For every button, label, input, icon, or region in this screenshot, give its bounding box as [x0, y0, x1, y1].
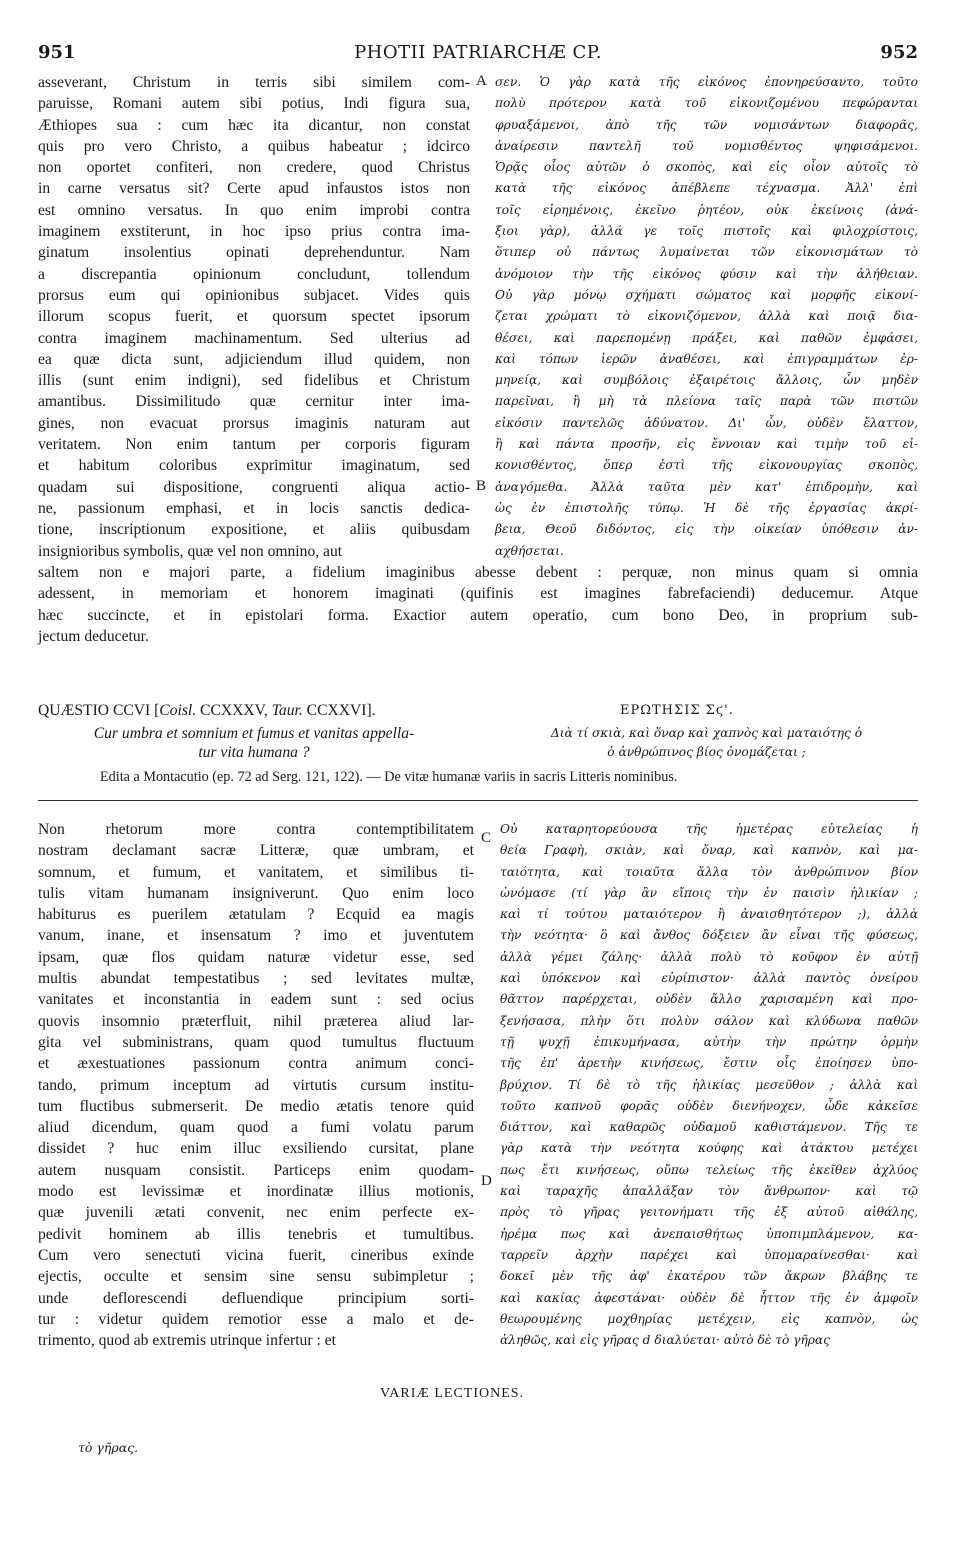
latin-line: imaginem exstiterunt, in hoc ipso prius contra ima-: [38, 223, 470, 241]
latin-line: illorum scopus fuerit, et quorsum spectet ipsorum: [38, 308, 470, 326]
margin-marker-a: A: [476, 73, 487, 89]
greek-line: καὶ ὑπόκενον καὶ εὐρίπιστον· ἀλλὰ παντὸς ὀνείρου: [500, 971, 918, 986]
latin-line: et æxestuationes passionum contra animum conci-: [38, 1055, 474, 1073]
latin-line: veritatem. Non enim tantum per corporis figuram: [38, 436, 470, 454]
latin-line: unde deflorescendi defluendique principium sorti-: [38, 1289, 474, 1307]
greek-line: πρὸς τὸ γῆρας γειτονήματι τῆς ἐξ αὐτοῦ αἰθάλης,: [500, 1205, 918, 1220]
greek-line: ζεται χρώματι τὸ εἰκονιζόμενον, ἀλλὰ καὶ ποιᾷ δια-: [495, 309, 918, 324]
greek-line: θᾶττον παρέρχεται, οὐδὲν ἄλλο χαρισαμένη καὶ προ-: [500, 992, 918, 1007]
greek-line: τῆς ἐπ' ἀρετὴν κινήσεως, ἔστιν οἷς ἐποίησεν ὑπο-: [500, 1056, 918, 1071]
latin-line: tur : videtur quidem remotior esse a malo et de-: [38, 1310, 474, 1328]
latin-line: vanum, inane, et insensatum ? imo et juventutem: [38, 927, 474, 945]
divider: [38, 800, 918, 801]
greek-question-title: ΕΡΩΤΗΣΙΣ Σϛ'.: [620, 703, 734, 718]
greek-line: ἠρέμα πως καὶ ἀνεπαισθήτως ὑποπιμπλάμενον, κα-: [500, 1226, 918, 1241]
greek-line: εἰκόσιν παντελῶς ἀδύνατον. Δι' ὧν, οὐδὲν ἔλαττον,: [495, 415, 918, 430]
greek-line: ἀναίρεσιν παντελῆ τοῦ νομισθέντος ψηφισάμενοι.: [495, 138, 918, 153]
greek-line: δοκεῖ μὲν τῆς ἀφ' ἑκατέρου τῶν ἄκρων βλάβης τε: [500, 1269, 918, 1284]
text-line: saltem non e majori parte, a fidelium imaginibus abesse debent : perquæ, non minus quam si omnia: [38, 564, 918, 581]
latin-line: quis pro vero Christo, a quibus habeatur ; idcirco: [38, 137, 470, 155]
greek-line: ὠνόμασε (τί γὰρ ἂν εἴποις τὴν ἐν παισὶν ἡλικίαν ;: [500, 885, 918, 900]
running-title: PHOTII PATRIARCHÆ CP.: [354, 42, 602, 63]
latin-line: pedivit hominem ab illis tenebris et tumultibus.: [38, 1225, 474, 1243]
greek-line: κατὰ τῆς εἰκόνος ἀπέβλεπε τέχνασμα. Ἀλλ' ἐπὶ: [495, 181, 918, 196]
latin-line: habiturus es puerilem ætatulam ? Ecquid ea magis: [38, 906, 474, 924]
greek-line: ξιοι γὰρ), ἀλλά γε τοῖς πιστοῖς καὶ φιλοχρίστοις,: [495, 224, 918, 239]
top-latin-column: [38, 72, 470, 562]
text-line: adessent, in memoriam et honorem imaginati (quifinis est imagines fabrefaciendi) deducemur. Atque: [38, 585, 918, 603]
page-number-right: 952: [880, 42, 918, 63]
greek-line: πως ἔτι κινήσεως, οὔπω τελείως τῆς ἐκεῖθεν ἀχλύος: [500, 1162, 918, 1177]
latin-line: in carne versatus sit? Certe apud infaustos istos non: [38, 180, 470, 198]
greek-line: διάττον, καὶ καθαρῶς οὐδαμοῦ καθιστάμενον. Τῆς τε: [500, 1120, 918, 1135]
greek-line: ταιότητα, καὶ τοιαῦτα ἄλλα τὸν ἀνθρώπινον βίον: [500, 864, 918, 879]
greek-line: ἢ καὶ πάντα προσῆν, εἰς ἔννοιαν καὶ τιμὴν τοῦ εἰ-: [495, 437, 918, 452]
page-header: [38, 42, 918, 66]
greek-line: βεια, Θεοῦ διδόντος, εἰς τὴν οἰκείαν ὑπόθεσιν ἀν-: [495, 522, 918, 537]
greek-line: ὅτιπερ οὐ πάντως λυμαίνεται τῶν εἰκονισμάτων τὸ: [495, 245, 918, 260]
latin-line: somnum, et fumum, et vanitatem, et similibus ti-: [38, 863, 474, 881]
greek-line: ἀληθῶς, καὶ εἰς γῆρας d διαλύεται· αὐτὸ δὲ τὸ γῆρας: [500, 1333, 830, 1348]
greek-line: τῇ ψυχῇ ἐπικυμήνασα, αὐτὴν τὴν πρώτην ὁρμὴν: [500, 1034, 918, 1049]
latin-line: quadam sui dispositione, congruenti aliqua actio-: [38, 478, 470, 496]
latin-line: multis abundat tempestatibus ; sed levitates multæ,: [38, 970, 474, 988]
latin-line: dissidet ? huc enim illuc exsiliendo cursitat, plane: [38, 1140, 474, 1158]
latin-line: Cum vero senectuti vicina fuerit, cineribus exinde: [38, 1246, 474, 1264]
text-line: jectum deducetur.: [38, 627, 149, 645]
latin-line: prorsus eum qui opinionibus subjacet. Vides quis: [38, 286, 470, 304]
greek-line: ταρρεῖν ἀρχὴν παρέχει καὶ ὑπομαραίνεσθαι· καὶ: [500, 1247, 918, 1262]
edition-note: Edita a Montacutio (ep. 72 ad Serg. 121, 122). — De vitæ humanæ variis in sacris Litteris nominibus.: [100, 769, 678, 785]
latin-line: vanitates et inconstantia in eadem sunt : sed ocius: [38, 991, 474, 1009]
latin-line: illis (sunt enim indigni), sed fidelibus et Christum: [38, 372, 470, 390]
latin-line: contra imaginem machinamentum. Sed ulterius ad: [38, 329, 470, 347]
greek-line: κονισθέντος, ὅπερ ἐστὶ τῆς εἰκονουργίας σκοπὸς,: [495, 458, 918, 473]
greek-line: θεωρουμένης μοχθηρίας μετέχειν, εἰς καπνὸν, ὡς: [500, 1311, 918, 1326]
latin-line: ipsam, quæ flos quidam naturæ videtur esse, sed: [38, 948, 474, 966]
greek-line: Οὐ γὰρ μόνῳ σχήματι σώματος καὶ μορφῆς εἰκονί-: [495, 287, 918, 302]
question-title: QUÆSTIO CCVI [Coisl. CCXXXV, Taur. CCXXVI].: [38, 702, 376, 719]
latin-line: ginatum insolentius opinati deprehenduntur. Nam: [38, 244, 470, 262]
greek-line: γὰρ κατὰ τὴν νεότητα κούφης καὶ ἀτάκτου μετέχει: [500, 1141, 918, 1156]
greek-line: καὶ τί τούτου ματαιότερον ἢ ἀναισθητότερον ;), ἀλλὰ: [500, 907, 918, 922]
greek-line: βρύχιον. Τί δὲ τὸ τῆς ἡλικίας μεσεῦθον ; ἀλλὰ καὶ: [500, 1077, 918, 1092]
latin-line: tum fluctibus submerserit. De medio ætatis tenore quid: [38, 1097, 474, 1115]
margin-marker-b: B: [476, 478, 487, 494]
greek-line: ἀνόμοιον τὴν τῆς εἰκόνος φύσιν καὶ τὴν ἀλήθειαν.: [495, 266, 918, 281]
latin-line: non oportet confiteri, non credere, quod Christus: [38, 159, 470, 177]
greek-line: τὴν νεότητα· ὃ καὶ ἄνθος δόξειεν ἂν εἶναι τῆς φύσεως,: [500, 928, 918, 943]
question-subtitle-latin: Cur umbra et somnium et fumus et vanitas appella- tur vita humana ?: [93, 725, 415, 761]
latin-line: et habitum coloribus exprimitur imaginatum, sed: [38, 457, 470, 475]
bottom-latin-column: [38, 819, 474, 1351]
greek-line: αχθήσεται.: [495, 543, 564, 558]
latin-line: gita vel subministrans, quam quod tumultus fluctuum: [38, 1033, 474, 1051]
latin-line: modo est levissimæ et inordinatæ illius motionis,: [38, 1183, 474, 1201]
greek-line: τοῦτο καπνοῦ φορᾶς οὐδὲν διενήνοχεν, ὧδε κἀκεῖσε: [500, 1098, 918, 1113]
latin-line: quovis insomnio præterfluit, nihil præterea aliud lar-: [38, 1012, 474, 1030]
latin-line: tulis vitam humanam insigniverunt. Quo enim loco: [38, 884, 474, 902]
greek-line: καὶ τόπων ἱερῶν ἀναθέσει, καὶ ἐπιγραμμάτων ἐρ-: [495, 351, 918, 366]
latin-line: nostram declamant sacræ Litteræ, quæ umbram, et: [38, 842, 474, 860]
latin-line: tando, primum inceptum ad virtutis cursum institu-: [38, 1076, 474, 1094]
greek-line: καὶ κακίας ἀφεστάναι· οὐδὲν δὲ ἧττον τῆς ἐν ἀμφοῖν: [500, 1290, 918, 1305]
footnote: τὸ γῆρας.: [78, 1440, 139, 1455]
latin-line: Æthiopes sua : cum hæc ita dicantur, non constat: [38, 116, 470, 134]
latin-line: autem nusquam consistit. Particeps enim quodam-: [38, 1161, 474, 1179]
variae-lectiones-heading: VARIÆ LECTIONES.: [380, 1386, 525, 1401]
margin-marker-c: C: [481, 830, 492, 846]
latin-line: amantibus. Dissimilitudo quæ cernitur inter ima-: [38, 393, 470, 411]
greek-line: καὶ ταραχῆς ἀπαλλάξαν τὸν ἄνθρωπον· καὶ τῷ: [500, 1184, 918, 1199]
greek-line: μηνείᾳ, καὶ συμβόλοις ἐξαιρέτοις ἄλλοις, ὧν μηδὲν: [495, 373, 918, 388]
greek-line: ξενήσασα, πλὴν ὅτι πολὺν σάλον καὶ κλύδωνα παθῶν: [500, 1013, 918, 1028]
greek-line: τοῖς εἰρημένοις, ἐκεῖνο ῥητέον, οὐκ ἐκείνοις (ἀνά-: [495, 202, 918, 217]
latin-line: paruisse, Romani autem sibi potius, Indi figura sua,: [38, 95, 470, 113]
greek-line: Οὐ καταρητορεύουσα τῆς ἡμετέρας εὐτελείας ἡ: [500, 822, 918, 836]
latin-line: gines, non evacuat prorsus imaginis naturam aut: [38, 414, 470, 432]
full-width-text: [38, 562, 918, 647]
latin-line: ne, passionum emphasi, et in locis sanctis dedica-: [38, 499, 470, 517]
greek-line: ὡς ἐν ἐπιστολῆς τύπῳ. Ἡ δὲ τῆς ἐργασίας ἀκρί-: [495, 500, 918, 515]
latin-line: quæ juvenili ætati convenit, nec enim perfecte ex-: [38, 1204, 474, 1222]
greek-line: Ὁρᾷς οἷος αὐτῶν ὁ σκοπὸς, καὶ εἰς οἷον αὐτοῖς τὸ: [495, 160, 918, 175]
greek-line: φρυαξάμενοι, ἀπὸ τῆς τῶν νομισάντων διαφορᾶς,: [495, 117, 918, 132]
greek-line: πολὺ πρότερον κατὰ τοῦ εἰκονιζομένου πεφώρανται: [495, 96, 918, 111]
greek-line: ἀναγόμεθα. Ἀλλὰ ταῦτα μὲν κατ' ἐπιδρομὴν, καὶ: [495, 479, 918, 494]
latin-line: asseverant, Christum in terris sibi similem com-: [38, 74, 470, 91]
top-greek-column: [495, 72, 918, 562]
greek-line: σεν. Ὁ γὰρ κατὰ τῆς εἰκόνος ἐπονηρεύσαντο, τοῦτο: [495, 75, 918, 89]
greek-line: θεία Γραφὴ, σκιὰν, καὶ ὄναρ, καὶ καπνὸν, καὶ μα-: [500, 843, 918, 858]
latin-line: Non rhetorum more contra contemptibilitatem: [38, 821, 474, 838]
bottom-greek-column: [500, 819, 918, 1351]
latin-line: tione, inscriptionum expositione, et aliis quibusdam: [38, 521, 470, 539]
latin-line: ejectis, occulte et sensim sine sensu subimpletur ;: [38, 1268, 474, 1286]
greek-line: θέσει, καὶ παρεπομένῃ πράξει, καὶ παθῶν ἐμφάσει,: [495, 330, 918, 345]
margin-marker-d: D: [481, 1173, 492, 1189]
latin-line: trimento, quod ab extremis utrinque infertur : et: [38, 1332, 336, 1350]
greek-line: παρεῖναι, ἢ μὴ τὰ πλείονα ταῖς παρὰ τῶν πιστῶν: [495, 394, 918, 409]
text-line: hæc succincte, et in epistolari forma. Exactior autem operatio, cum bono Deo, in proprium sub-: [38, 606, 918, 624]
latin-line: insignioribus symbolis, quæ vel non omnino, aut: [38, 542, 343, 560]
latin-line: ea quæ dicta sunt, adjiciendum illud quidem, non: [38, 350, 470, 368]
latin-line: aliud dicendum, quam quod a fumi volatu parum: [38, 1119, 474, 1137]
latin-line: a discrepantia opinionum concludunt, tollendum: [38, 265, 470, 283]
latin-line: est omnino versatus. In quo enim improbi contra: [38, 201, 470, 219]
greek-line: ἀλλὰ γέμει ζάλης· ἀλλὰ πολὺ τὸ κοῦφον ἐν αὐτῇ: [500, 949, 918, 964]
page-number-left: 951: [38, 42, 76, 63]
greek-question-subtitle: Διὰ τί σκιὰ, καὶ ὄναρ καὶ χαπνὸς καὶ ματαιότης ὁ ὁ ἀνθρώπινος βίος ὀνομάζεται ;: [550, 726, 863, 759]
